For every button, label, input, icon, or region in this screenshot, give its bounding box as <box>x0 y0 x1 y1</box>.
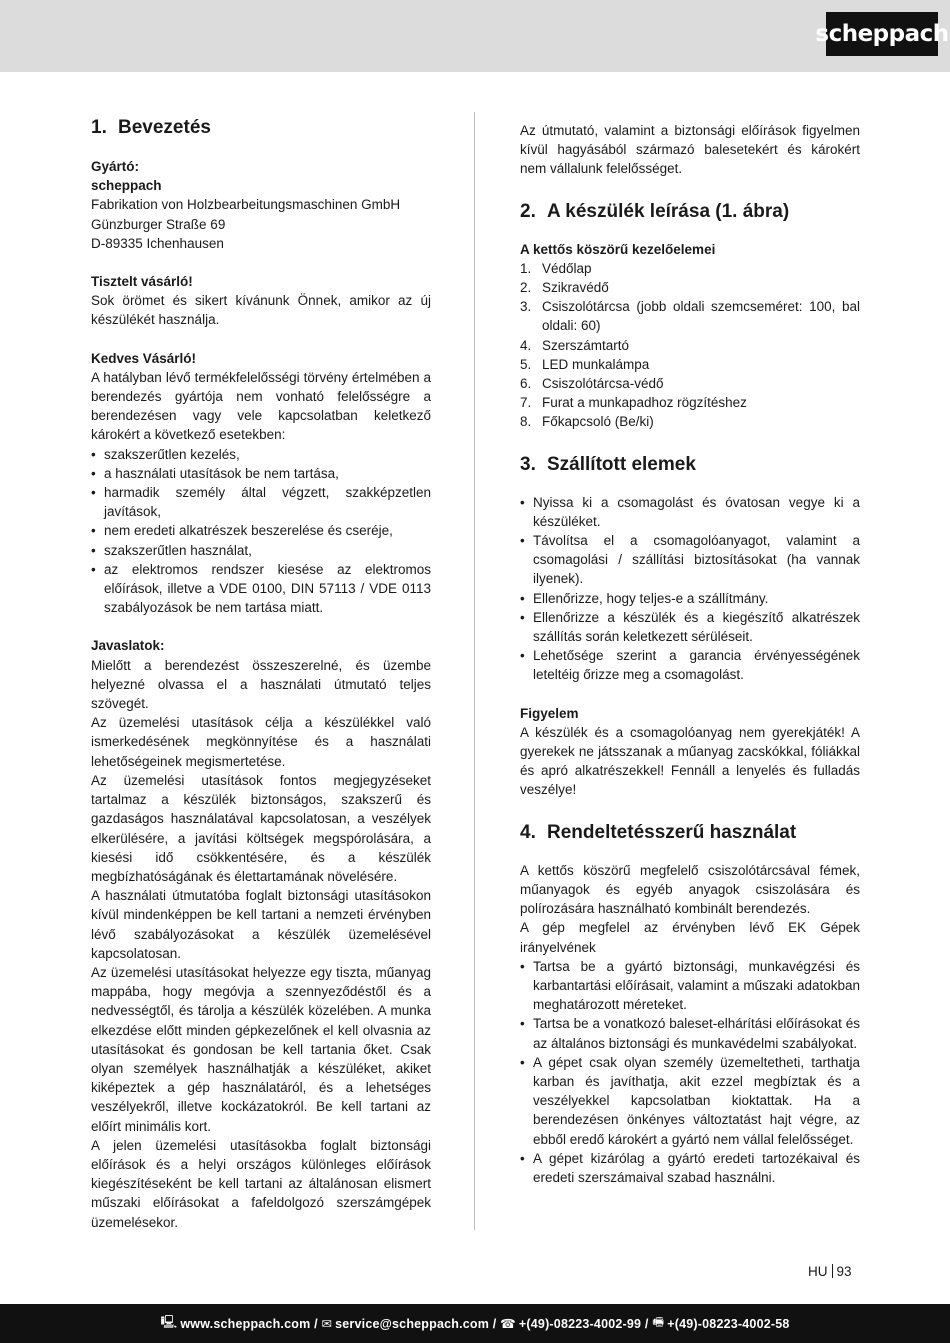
list-item: 2. Szikravédő <box>520 280 609 296</box>
page-separator <box>832 1264 833 1278</box>
list-item: 7. Furat a munkapadhoz rögzítéshez <box>520 395 747 411</box>
list-item: • Nyissa ki a csomagolást és óvatosan vegye ki a készüléket. <box>520 493 860 531</box>
paragraph: Az üzemelési utasítások fontos megjegyzéseket tartalmaz a készülék biztonságos, szakszerű és gazdaságos használatával kapcsolatosan, a veszélyek elkerülésére, a javítási költségek megspórolására, a kiesési idő csökkentésére, és a készülék megbízhatóságának és élettartamának növelésére. <box>91 772 431 884</box>
manufacturer-name: scheppach <box>91 178 162 194</box>
footer-separator: / <box>310 1316 322 1331</box>
list-item: • a használati utasítások be nem tartása, <box>91 464 431 483</box>
computer-icon: 🖳 <box>160 1315 178 1329</box>
list-item: • Lehetősége szerint a garancia érvényességének leteltéig őrizze meg a csomagolást. <box>520 646 860 684</box>
brand-logo: scheppach <box>826 12 938 56</box>
warning-text: A készülék és a csomagolóanyag nem gyerekjáték! A gyerekek ne játsszanak a műanyag zacskókkal, fóliákkal és apró alkatrészekkel! Fennáll a lenyelés és fulladás veszélye! <box>520 724 860 798</box>
manufacturer-line: D-89335 Ichenhausen <box>91 235 224 251</box>
list-item: 8. Főkapcsoló (Be/ki) <box>520 414 654 430</box>
fax-icon: 🖷 <box>652 1315 665 1329</box>
list-item: 3. Csiszolótárcsa (jobb oldali szemcseméret: 100, bal oldali: 60) <box>520 299 860 334</box>
language-code: HU <box>808 1264 828 1279</box>
footer-contact-bar <box>0 1304 950 1343</box>
greeting-text: Sok örömet és sikert kívánunk Önnek, amikor az új készülékét használja. <box>91 293 431 328</box>
footer-fax: +(49)-08223-4002-58 <box>667 1316 790 1331</box>
liability-cases-list <box>91 445 431 618</box>
list-item: • szakszerűtlen használat, <box>91 541 431 560</box>
controls-label: A kettős köszörű kezelőelemei <box>520 241 716 257</box>
list-item: • az elektromos rendszer kiesése az elektromos előírások, illetve a VDE 0100, DIN 57113 / VDE 0113 szabályozások be nem tartása miatt. <box>91 560 431 618</box>
list-item: • harmadik személy által végzett, szakképzetlen javítások, <box>91 483 431 521</box>
page-number <box>808 1264 852 1279</box>
section-heading-intended-use: 4. Rendeltetésszerű használat <box>520 821 797 843</box>
intended-use-list <box>520 957 860 1187</box>
footer-email[interactable]: service@scheppach.com <box>335 1316 490 1331</box>
manufacturer-line: Fabrikation von Holzbearbeitungsmaschinen GmbH <box>91 197 401 213</box>
footer-phone: +(49)-08223-4002-99 <box>518 1316 642 1331</box>
paragraph: A kettős köszörű megfelelő csiszolótárcsával fémek, műanyagok és egyéb anyagok csiszolására és polírozására használható kombinált berendezés. <box>520 862 860 917</box>
controls-list <box>520 259 860 432</box>
list-item: 4. Szerszámtartó <box>520 337 630 353</box>
disclaimer-text: Az útmutató, valamint a biztonsági előírások figyelmen kívül hagyásából származó balesetekért és károkért nem vállalunk felelősséget. <box>520 123 860 177</box>
delivery-list <box>520 493 860 685</box>
list-item: • nem eredeti alkatrészek beszerelése és cseréje, <box>91 521 431 540</box>
list-item: • A gépet kizárólag a gyártó eredeti tartozékaival és eredeti szerszámaival szabad használni. <box>520 1149 860 1187</box>
list-item: • A gépet csak olyan személy üzemeltetheti, tarthatja karban és javíthatja, akit ezzel megbíztak és a veszélyekkel kapcsolatban kioktattak. Ha a berendezésen önkényes változtatást hajt végre, az ebből eredő károkért a gyártó nem vállal felelősséget. <box>520 1053 860 1149</box>
list-item: • Ellenőrizze, hogy teljes-e a szállítmány. <box>520 589 860 608</box>
paragraph: A használati útmutatóba foglalt biztonsági utasításokon kívül mindenképpen be kell tartani a nemzeti érvényben lévő szabályozásokat a készülék üzemelésével kapcsolatosan. <box>91 888 431 961</box>
header-bar <box>0 0 950 72</box>
paragraph: A gép megfelel az érvényben lévő EK Gépek irányelvének <box>520 920 860 955</box>
left-column <box>91 116 431 1232</box>
section-heading-introduction: 1. Bevezetés <box>91 117 211 138</box>
footer-separator: / <box>489 1316 501 1331</box>
page-number-value: 93 <box>836 1264 852 1279</box>
footer-separator: / <box>641 1316 653 1331</box>
paragraph: Az üzemelési utasításokat helyezze egy tiszta, műanyag mappába, hogy megóvja a szennyeződéstől és a nedvességtől, és tárolja a készülék közelében. A munka elkezdése előtt minden gépkezelőnek el kell olvasnia az utasításokat és gondosan be kell tartania őket. Csak olyan személyek használhatják a készüléket, akiket kiképeztek a gép használatáról, és a lehetséges veszélyekről, illetve kockázatokról. Be kell tartani az előírt minimális kort. <box>91 964 431 1134</box>
mail-icon: ✉ <box>321 1317 333 1331</box>
recommendations-label: Javaslatok: <box>91 638 165 654</box>
list-item: • Ellenőrizze a készülék és a kiegészítő alkatrészek szállítás során keletkezett sérüléseit. <box>520 608 860 646</box>
list-item: • Távolítsa el a csomagolóanyagot, valamint a csomagolási / szállítási biztosításokat (ha vannak ilyenek). <box>520 531 860 589</box>
section-heading-delivery: 3. Szállított elemek <box>520 453 696 475</box>
list-item: 5. LED munkalámpa <box>520 356 650 372</box>
greeting-label: Kedves Vásárló! <box>91 350 197 366</box>
section-heading-description: 2. A készülék leírása (1. ábra) <box>520 200 790 222</box>
paragraph: A jelen üzemelési utasításokba foglalt biztonsági előírások és a helyi országos különleges előírások kiegészítéseként be kell tartani az általánosan elismert műszaki előírásokat a fafeldolgozó szerszámgépek üzemelésekor. <box>91 1137 431 1230</box>
right-column <box>520 121 860 1187</box>
greeting-label: Tisztelt vásárló! <box>91 274 193 290</box>
warning-label: Figyelem <box>520 705 579 721</box>
column-divider <box>474 112 475 1230</box>
liability-text: A hatályban lévő termékfelelősségi törvény értelmében a berendezés gyártója nem vonható felelősségre a berendezésen vagy vele kapcsolatban keletkező károkért a következő esetekben: <box>91 369 431 443</box>
list-item: 6. Csiszolótárcsa-védő <box>520 376 664 392</box>
list-item: • szakszerűtlen kezelés, <box>91 445 431 464</box>
manufacturer-label: Gyártó: <box>91 159 140 174</box>
list-item: • Tartsa be a vonatkozó baleset-elhárítási előírásokat és az általános biztonsági és munkavédelmi szabályokat. <box>520 1014 860 1052</box>
list-item: • Tartsa be a gyártó biztonsági, munkavégzési és karbantartási előírásait, valamint a műszaki adatokban meghatározott méreteket. <box>520 957 860 1015</box>
paragraph: Mielőtt a berendezést összeszerelné, és üzembe helyezné olvassa el a használati útmutató teljes szövegét. <box>91 657 431 712</box>
footer-website[interactable]: www.scheppach.com <box>180 1316 311 1331</box>
list-item: 1. Védőlap <box>520 260 592 276</box>
paragraph: Az üzemelési utasítások célja a készülékkel való ismerkedésének megkönnyítése és a használati lehetőségeinek megismertetése. <box>91 715 431 769</box>
manufacturer-line: Günzburger Straße 69 <box>91 216 226 232</box>
phone-icon: ☎ <box>500 1317 516 1331</box>
